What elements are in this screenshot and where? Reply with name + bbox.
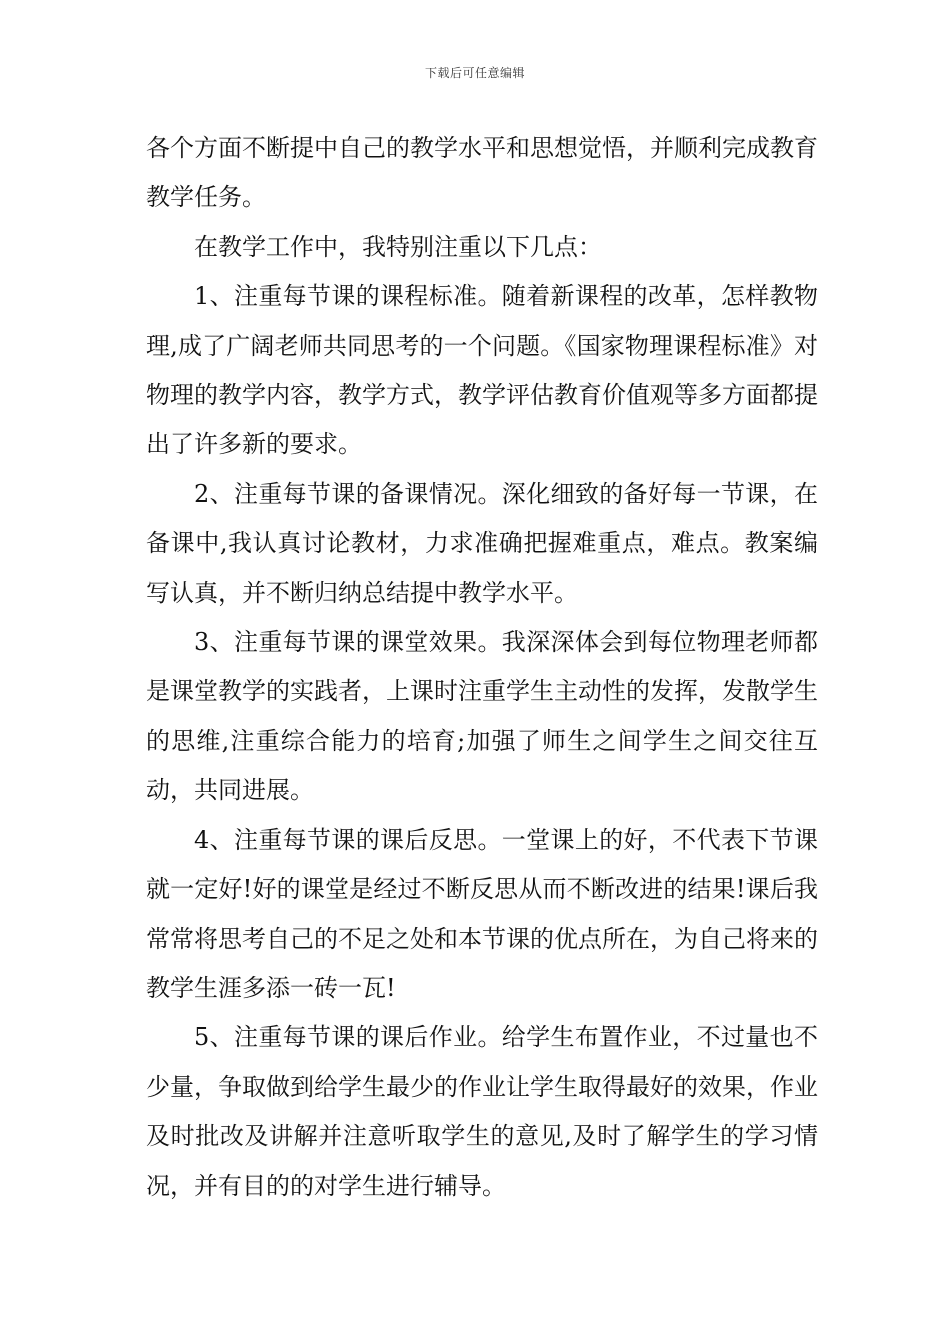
paragraph-point-3: 3、注重每节课的课堂效果。我深深体会到每位物理老师都是课堂教学的实践者，上课时注重学生主动性的发挥，发散学生的思维,注重综合能力的培育;加强了师生之间学生之间交往互动，共同进展。: [146, 628, 818, 805]
paragraph-point-4: 4、注重每节课的课后反思。一堂课上的好，不代表下节课就一定好!好的课堂是经过不断反思从而不断改进的结果!课后我常常将思考自己的不足之处和本节课的优点所在，为自己将来的教学生涯多添一砖一瓦!: [146, 825, 818, 1002]
paragraph-point-1: 1、注重每节课的课程标准。随着新课程的改革，怎样教物理,成了广阔老师共同思考的一个问题。《国家物理课程标准》对物理的教学内容，教学方式，教学评估教育价值观等多方面都提出了许多新的要求。: [146, 282, 818, 459]
header-note: 下载后可任意编辑: [424, 66, 525, 80]
paragraph-lead: 在教学工作中，我特别注重以下几点：: [194, 232, 602, 261]
paragraph-point-5: 5、注重每节课的课后作业。给学生布置作业，不过量也不少量，争取做到给学生最少的作业让学生取得最好的效果，作业及时批改及讲解并注意听取学生的意见,及时了解学生的学习情况，并有目的的对学生进行辅导。: [146, 1023, 818, 1200]
paragraph-intro: 各个方面不断提中自己的教学水平和思想觉悟，并顺利完成教育教学任务。: [146, 134, 818, 212]
document-body: [146, 124, 818, 1211]
paragraph-point-2: 2、注重每节课的备课情况。深化细致的备好每一节课，在备课中,我认真讨论教材，力求准确把握难重点，难点。教案编写认真，并不断归纳总结提中教学水平。: [146, 479, 818, 607]
